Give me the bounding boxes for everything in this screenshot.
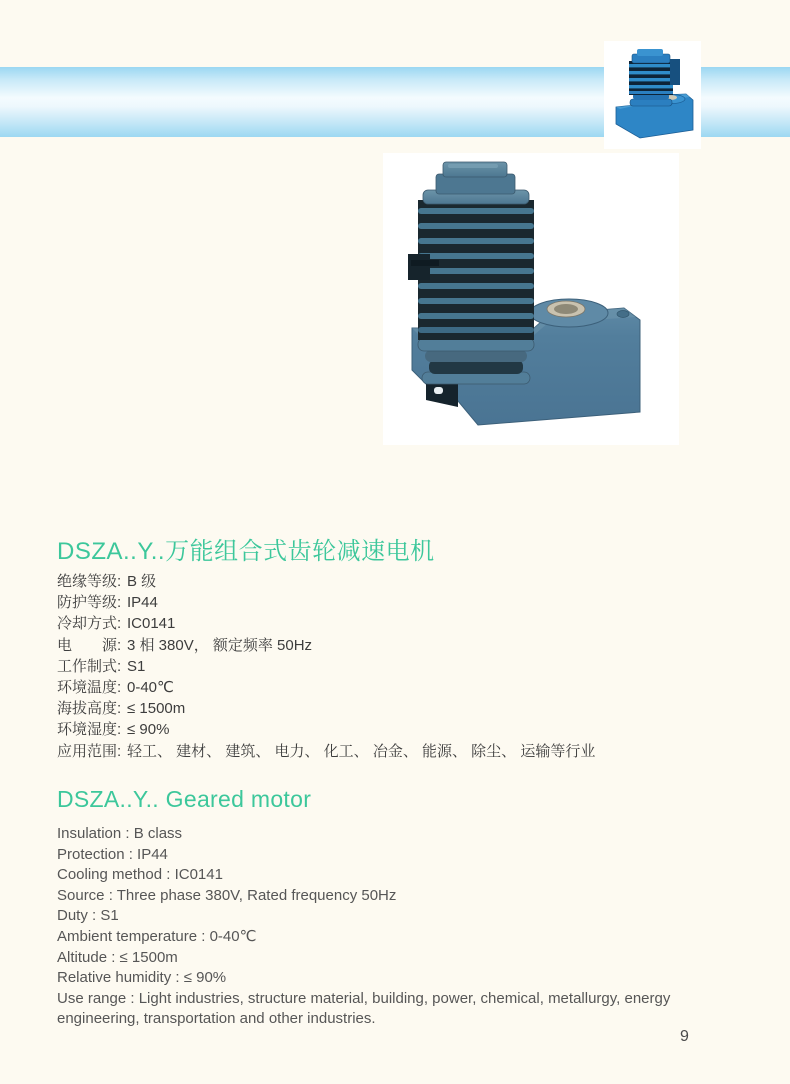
spec-row-insulation-cn: 绝缘等级: B 级 — [57, 573, 157, 590]
chinese-section-title: DSZA..Y..万能组合式齿轮减速电机 — [57, 538, 435, 565]
geared-motor-product-photo — [398, 158, 660, 436]
spec-line-ambient-temp: Ambient temperature : 0-40℃ — [57, 927, 257, 945]
geared-motor-thumbnail-icon — [610, 45, 696, 145]
spec-line-insulation: Insulation : B class — [57, 825, 183, 842]
spec-row-cooling-cn: 冷却方式: IC0141 — [57, 615, 176, 633]
english-spec-list — [57, 824, 681, 1030]
spec-row-source-cn: 电 源: 3 相 380V， 额定频率 50Hz — [57, 636, 313, 654]
product-photo-box — [383, 153, 679, 445]
spec-line-duty: Duty : S1 — [57, 907, 119, 925]
chinese-spec-list — [57, 571, 595, 762]
page-number: 9 — [680, 1028, 689, 1045]
spec-line-humidity: Relative humidity : ≤ 90% — [57, 969, 227, 987]
spec-row-altitude-cn: 海拔高度: ≤ 1500m — [57, 700, 186, 718]
spec-line-source: Source : Three phase 380V, Rated frequency 50Hz — [57, 886, 397, 904]
spec-line-cooling: Cooling method : IC0141 — [57, 866, 223, 884]
spec-row-duty-cn: 工作制式: S1 — [57, 657, 146, 675]
spec-row-protection-cn: 防护等级: IP44 — [57, 594, 158, 612]
spec-row-use-range-cn: 应用范围: 轻工、 建材、 建筑、 电力、 化工、 冶金、 能源、 除尘、 运输等行业 — [57, 742, 596, 760]
product-thumbnail-box — [604, 41, 701, 149]
spec-line-use-range: Use range : Light industries, structure material, building, power, chemical, metallurgy, energy engineering, transportation and other industries. — [57, 989, 671, 1028]
english-section-title: DSZA..Y.. Geared motor — [57, 786, 312, 812]
spec-line-protection: Protection : IP44 — [57, 845, 168, 863]
spec-row-humidity-cn: 环境湿度: ≤ 90% — [57, 721, 170, 739]
spec-line-altitude: Altitude : ≤ 1500m — [57, 948, 178, 966]
spec-row-ambient-temp-cn: 环境温度: 0-40℃ — [57, 679, 174, 697]
